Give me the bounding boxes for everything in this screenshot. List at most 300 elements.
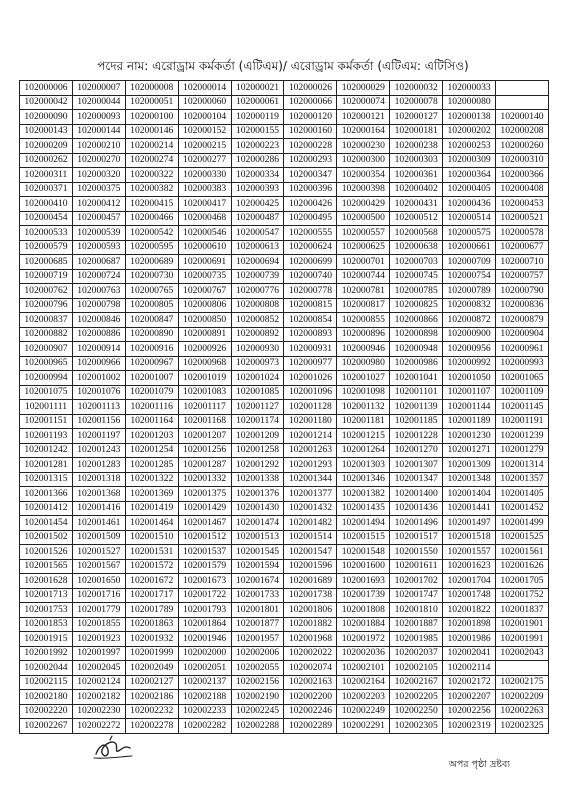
roll-number-cell: 102001565	[20, 559, 73, 574]
roll-number-cell: 102002043	[496, 646, 549, 661]
signature-icon	[90, 732, 136, 764]
roll-number-cell: 102000745	[390, 269, 443, 284]
roll-number-cell: 102000500	[337, 211, 390, 226]
roll-number-cell: 102002207	[443, 690, 496, 705]
roll-number-cell: 102001808	[337, 603, 390, 618]
roll-number-cell: 102002045	[72, 661, 125, 676]
roll-number-cell: 102001887	[390, 617, 443, 632]
roll-number-cell: 102001332	[178, 472, 231, 487]
roll-number-cell: 102001713	[20, 588, 73, 603]
roll-number-cell: 102002291	[337, 719, 390, 734]
roll-number-cell: 102001271	[443, 443, 496, 458]
table-row	[20, 429, 549, 444]
table-row	[20, 472, 549, 487]
roll-number-cell: 102000080	[443, 95, 496, 110]
roll-number-cell: 102000789	[443, 284, 496, 299]
roll-number-cell: 102000006	[20, 81, 73, 96]
roll-number-cell: 102002233	[178, 704, 231, 719]
roll-number-cell: 102000051	[125, 95, 178, 110]
roll-number-cell: 102000209	[20, 139, 73, 154]
roll-number-cell: 102000014	[178, 81, 231, 96]
roll-number-cell: 102001855	[72, 617, 125, 632]
roll-number-cell: 102001509	[72, 530, 125, 545]
roll-number-cell: 102000568	[390, 226, 443, 241]
table-row	[20, 168, 549, 183]
roll-number-cell: 102000104	[178, 110, 231, 125]
roll-number-cell: 102000138	[443, 110, 496, 125]
roll-number-cell: 102001986	[443, 632, 496, 647]
roll-number-cell: 102001502	[20, 530, 73, 545]
table-row	[20, 197, 549, 212]
roll-number-cell: 102001197	[72, 429, 125, 444]
roll-number-cell: 102001287	[178, 458, 231, 473]
table-row	[20, 153, 549, 168]
roll-number-cell: 102000815	[284, 298, 337, 313]
roll-number-cell: 102001263	[284, 443, 337, 458]
roll-number-cell: 102002114	[443, 661, 496, 676]
roll-number-cell: 102002164	[337, 675, 390, 690]
roll-number-cell: 102001254	[125, 443, 178, 458]
roll-number-cell: 102000699	[284, 255, 337, 270]
roll-number-cell: 102000487	[231, 211, 284, 226]
roll-number-cell: 102001168	[178, 414, 231, 429]
roll-number-cell: 102002156	[231, 675, 284, 690]
roll-number-cell: 102000993	[496, 356, 549, 371]
roll-number-cell: 102000262	[20, 153, 73, 168]
roll-number-cell: 102000907	[20, 342, 73, 357]
roll-number-cell: 102002041	[443, 646, 496, 661]
table-row	[20, 139, 549, 154]
roll-number-cell: 102001027	[337, 371, 390, 386]
roll-number-cell: 102001626	[496, 559, 549, 574]
roll-number-cell: 102001705	[496, 574, 549, 589]
roll-number-cell: 102001674	[231, 574, 284, 589]
roll-number-cell: 102002163	[284, 675, 337, 690]
roll-number-cell: 102001242	[20, 443, 73, 458]
roll-number-cell: 102002051	[178, 661, 231, 676]
roll-number-cell: 102000454	[20, 211, 73, 226]
roll-number-cell: 102000994	[20, 371, 73, 386]
roll-number-cell: 102000685	[20, 255, 73, 270]
roll-number-cell: 102000762	[20, 284, 73, 299]
roll-number-cell: 102000425	[231, 197, 284, 212]
roll-number-cell: 102002272	[72, 719, 125, 734]
roll-number-cell: 102000521	[496, 211, 549, 226]
roll-number-cell	[496, 81, 549, 96]
roll-number-cell: 102000931	[284, 342, 337, 357]
roll-number-cell: 102000354	[337, 168, 390, 183]
roll-number-cell: 102001672	[125, 574, 178, 589]
roll-number-cell: 102001567	[72, 559, 125, 574]
roll-number-cell: 102001992	[20, 646, 73, 661]
roll-number-cell: 102001837	[496, 603, 549, 618]
roll-number-cell: 102000785	[390, 284, 443, 299]
roll-number-cell: 102000366	[496, 168, 549, 183]
roll-number-cell: 102000754	[443, 269, 496, 284]
roll-number-cell: 102002250	[390, 704, 443, 719]
roll-number-cell: 102001151	[20, 414, 73, 429]
roll-number-cell: 102002182	[72, 690, 125, 705]
roll-number-cell: 102000930	[231, 342, 284, 357]
table-row	[20, 313, 549, 328]
roll-number-cell: 102001116	[125, 400, 178, 415]
roll-number-cell: 102001537	[178, 545, 231, 560]
table-row	[20, 298, 549, 313]
roll-number-cell: 102001494	[337, 516, 390, 531]
roll-number-cell: 102001596	[284, 559, 337, 574]
table-row	[20, 675, 549, 690]
table-row	[20, 371, 549, 386]
roll-number-cell: 102002249	[337, 704, 390, 719]
roll-number-cell: 102001572	[125, 559, 178, 574]
roll-number-cell: 102001376	[231, 487, 284, 502]
roll-number-cell: 102001733	[231, 588, 284, 603]
roll-number-cell: 102001526	[20, 545, 73, 560]
roll-number-cell: 102000557	[337, 226, 390, 241]
roll-number-cell: 102000143	[20, 124, 73, 139]
roll-number-cell: 102000798	[72, 298, 125, 313]
roll-number-cell: 102000539	[72, 226, 125, 241]
roll-number-cell: 102000709	[443, 255, 496, 270]
roll-number-cell: 102001512	[178, 530, 231, 545]
roll-number-cell: 102000610	[178, 240, 231, 255]
roll-number-cell: 102000846	[72, 313, 125, 328]
roll-number-cell: 102000140	[496, 110, 549, 125]
roll-number-cell: 102000426	[284, 197, 337, 212]
roll-number-cell: 102001810	[390, 603, 443, 618]
roll-number-cell: 102001704	[443, 574, 496, 589]
roll-number-cell: 102002325	[496, 719, 549, 734]
roll-number-cell: 102001863	[125, 617, 178, 632]
roll-number-cell: 102001203	[125, 429, 178, 444]
table-row	[20, 342, 549, 357]
roll-number-cell: 102002278	[125, 719, 178, 734]
roll-number-cell: 102000956	[443, 342, 496, 357]
table-row	[20, 690, 549, 705]
roll-number-cell: 102000208	[496, 124, 549, 139]
roll-number-cell: 102001024	[231, 371, 284, 386]
roll-number-cell: 102000032	[390, 81, 443, 96]
table-row	[20, 182, 549, 197]
roll-number-cell: 102000412	[72, 197, 125, 212]
roll-number-cell: 102000311	[20, 168, 73, 183]
roll-number-cell: 102001185	[390, 414, 443, 429]
roll-number-cell: 102002127	[125, 675, 178, 690]
roll-number-cell: 102000286	[231, 153, 284, 168]
roll-number-cell: 102000026	[284, 81, 337, 96]
roll-number-cell: 102001111	[20, 400, 73, 415]
roll-number-cell: 102000890	[125, 327, 178, 342]
roll-number-cell: 102001547	[284, 545, 337, 560]
roll-number-cell: 102001419	[125, 501, 178, 516]
roll-number-cell: 102000398	[337, 182, 390, 197]
roll-number-cell: 102000546	[178, 226, 231, 241]
roll-number-cell: 102000796	[20, 298, 73, 313]
roll-number-cell: 102000152	[178, 124, 231, 139]
roll-number-cell: 102000765	[125, 284, 178, 299]
roll-number-cell: 102002232	[125, 704, 178, 719]
roll-number-cell: 102000916	[125, 342, 178, 357]
table-row	[20, 588, 549, 603]
roll-number-cell: 102001716	[72, 588, 125, 603]
roll-number-cell: 102000210	[72, 139, 125, 154]
roll-number-cell: 102000436	[443, 197, 496, 212]
roll-number-cell: 102000542	[125, 226, 178, 241]
roll-number-cell: 102000066	[284, 95, 337, 110]
roll-number-cell: 102001193	[20, 429, 73, 444]
table-row	[20, 443, 549, 458]
roll-number-cell: 102002105	[390, 661, 443, 676]
roll-number-cell: 102000260	[496, 139, 549, 154]
roll-number-cell: 102001915	[20, 632, 73, 647]
roll-number-cell: 102001347	[390, 472, 443, 487]
roll-number-cell: 102001076	[72, 385, 125, 400]
roll-number-cell: 102000008	[125, 81, 178, 96]
roll-number-cell: 102000322	[125, 168, 178, 183]
roll-number-cell: 102000730	[125, 269, 178, 284]
table-row	[20, 516, 549, 531]
roll-number-cell: 102001303	[337, 458, 390, 473]
roll-number-cell: 102002137	[178, 675, 231, 690]
roll-number-cell: 102002203	[337, 690, 390, 705]
roll-number-cell: 102001702	[390, 574, 443, 589]
table-row	[20, 603, 549, 618]
roll-number-cell: 102001650	[72, 574, 125, 589]
roll-number-cell: 102001454	[20, 516, 73, 531]
roll-number-cell: 102001514	[284, 530, 337, 545]
roll-number-cell: 102001717	[125, 588, 178, 603]
roll-number-cell: 102000408	[496, 182, 549, 197]
roll-number-cell: 102001429	[178, 501, 231, 516]
roll-number-cell: 102000872	[443, 313, 496, 328]
roll-number-cell: 102001985	[390, 632, 443, 647]
roll-number-cell: 102001209	[231, 429, 284, 444]
roll-number-cell: 102001400	[390, 487, 443, 502]
roll-number-cell: 102000164	[337, 124, 390, 139]
roll-number-cell: 102000892	[231, 327, 284, 342]
roll-number-cell: 102000967	[125, 356, 178, 371]
roll-number-cell: 102000948	[390, 342, 443, 357]
roll-number-cell: 102000146	[125, 124, 178, 139]
roll-number-cell: 102001346	[337, 472, 390, 487]
roll-number-cell: 102000093	[72, 110, 125, 125]
roll-number-cell: 102001579	[178, 559, 231, 574]
table-row	[20, 269, 549, 284]
roll-number-cell: 102001270	[390, 443, 443, 458]
roll-number-cell: 102000274	[125, 153, 178, 168]
roll-number-cell: 102001318	[72, 472, 125, 487]
roll-number-cell: 102000347	[284, 168, 337, 183]
table-row	[20, 458, 549, 473]
roll-number-cell: 102002267	[20, 719, 73, 734]
roll-number-cell: 102001109	[496, 385, 549, 400]
roll-number-cell: 102002305	[390, 719, 443, 734]
roll-number-cell: 102001432	[284, 501, 337, 516]
roll-number-cell: 102001156	[72, 414, 125, 429]
roll-number-cell: 102001315	[20, 472, 73, 487]
roll-number-cell: 102001968	[284, 632, 337, 647]
roll-number-cell: 102002180	[20, 690, 73, 705]
roll-number-cell: 102000495	[284, 211, 337, 226]
roll-number-cell: 102000961	[496, 342, 549, 357]
roll-number-cell: 102001517	[390, 530, 443, 545]
roll-number-cell: 102000547	[231, 226, 284, 241]
roll-number-cell: 102000215	[178, 139, 231, 154]
roll-number-cell: 102001779	[72, 603, 125, 618]
roll-number-cell: 102000330	[178, 168, 231, 183]
roll-number-cell: 102000740	[284, 269, 337, 284]
roll-number-cell: 102000429	[337, 197, 390, 212]
roll-number-cell: 102000361	[390, 168, 443, 183]
roll-number-cell: 102001243	[72, 443, 125, 458]
roll-number-cell: 102001281	[20, 458, 73, 473]
roll-number-cell: 102001041	[390, 371, 443, 386]
roll-number-cell: 102001307	[390, 458, 443, 473]
roll-number-cell: 102001430	[231, 501, 284, 516]
roll-number-cell: 102002256	[443, 704, 496, 719]
roll-number-cell: 102001806	[284, 603, 337, 618]
roll-number-cell: 102002230	[72, 704, 125, 719]
roll-number-cell: 102000701	[337, 255, 390, 270]
roll-number-cell: 102000334	[231, 168, 284, 183]
roll-number-cell: 102001461	[72, 516, 125, 531]
table-row	[20, 530, 549, 545]
roll-number-cell: 102000074	[337, 95, 390, 110]
table-row	[20, 110, 549, 125]
roll-number-cell: 102000253	[443, 139, 496, 154]
roll-number-cell: 102002074	[284, 661, 337, 676]
roll-number-cell: 102000405	[443, 182, 496, 197]
roll-number-cell: 102001972	[337, 632, 390, 647]
roll-number-cell: 102000431	[390, 197, 443, 212]
roll-number-cell: 102001482	[284, 516, 337, 531]
roll-number-cell: 102002220	[20, 704, 73, 719]
roll-number-cell: 102000879	[496, 313, 549, 328]
roll-number-cell: 102001991	[496, 632, 549, 647]
roll-number-cell: 102001997	[72, 646, 125, 661]
table-row	[20, 327, 549, 342]
roll-number-cell: 102001412	[20, 501, 73, 516]
roll-number-cell: 102002200	[284, 690, 337, 705]
roll-number-cell: 102002115	[20, 675, 73, 690]
roll-number-cell: 102001531	[125, 545, 178, 560]
roll-number-cell: 102001164	[125, 414, 178, 429]
roll-number-cell: 102001002	[72, 371, 125, 386]
roll-number-cell: 102001527	[72, 545, 125, 560]
roll-number-cell: 102001738	[284, 588, 337, 603]
roll-number-cell: 102001214	[284, 429, 337, 444]
table-row	[20, 646, 549, 661]
table-row	[20, 240, 549, 255]
roll-number-cell: 102001377	[284, 487, 337, 502]
roll-number-cell: 102000402	[390, 182, 443, 197]
roll-number-table	[19, 80, 549, 734]
roll-number-cell: 102000119	[231, 110, 284, 125]
roll-number-cell: 102000453	[496, 197, 549, 212]
roll-number-cell: 102000310	[496, 153, 549, 168]
roll-number-cell: 102001499	[496, 516, 549, 531]
roll-number-cell: 102001348	[443, 472, 496, 487]
roll-number-cell: 102000832	[443, 298, 496, 313]
roll-number-cell: 102001314	[496, 458, 549, 473]
roll-number-cell: 102001127	[231, 400, 284, 415]
roll-number-cell: 102002245	[231, 704, 284, 719]
table-row	[20, 95, 549, 110]
roll-number-cell: 102001366	[20, 487, 73, 502]
roll-number-cell: 102000836	[496, 298, 549, 313]
roll-number-cell: 102000579	[20, 240, 73, 255]
table-row	[20, 487, 549, 502]
roll-number-cell: 102001550	[390, 545, 443, 560]
roll-number-cell: 102001283	[72, 458, 125, 473]
roll-number-cell: 102000044	[72, 95, 125, 110]
roll-number-cell: 102001368	[72, 487, 125, 502]
roll-number-cell: 102000763	[72, 284, 125, 299]
roll-number-cell: 102002263	[496, 704, 549, 719]
roll-number-cell: 102001882	[284, 617, 337, 632]
table-row	[20, 661, 549, 676]
roll-number-cell: 102001264	[337, 443, 390, 458]
roll-number-cell: 102001898	[443, 617, 496, 632]
roll-number-cell: 102001561	[496, 545, 549, 560]
roll-number-cell: 102001853	[20, 617, 73, 632]
roll-number-cell: 102000021	[231, 81, 284, 96]
roll-number-cell: 102000293	[284, 153, 337, 168]
table-row	[20, 400, 549, 415]
roll-number-cell: 102000383	[178, 182, 231, 197]
roll-number-cell: 102001628	[20, 574, 73, 589]
roll-number-cell: 102001600	[337, 559, 390, 574]
roll-number-cell: 102001065	[496, 371, 549, 386]
roll-number-cell: 102001285	[125, 458, 178, 473]
table-row	[20, 704, 549, 719]
roll-number-cell: 102001515	[337, 530, 390, 545]
roll-number-cell: 102001357	[496, 472, 549, 487]
roll-number-cell: 102000593	[72, 240, 125, 255]
roll-number-cell: 102000300	[337, 153, 390, 168]
roll-number-cell: 102001693	[337, 574, 390, 589]
roll-number-cell: 102001369	[125, 487, 178, 502]
roll-number-cell: 102000007	[72, 81, 125, 96]
roll-number-cell: 102001026	[284, 371, 337, 386]
table-row	[20, 414, 549, 429]
table-row	[20, 719, 549, 734]
roll-number-cell: 102001467	[178, 516, 231, 531]
roll-number-cell: 102000214	[125, 139, 178, 154]
roll-number-cell: 102000808	[231, 298, 284, 313]
roll-number-cell: 102000468	[178, 211, 231, 226]
roll-number-cell: 102000533	[20, 226, 73, 241]
roll-number-cell: 102001946	[178, 632, 231, 647]
roll-number-cell: 102000127	[390, 110, 443, 125]
roll-number-cell: 102001258	[231, 443, 284, 458]
roll-number-cell	[496, 95, 549, 110]
roll-number-cell: 102002175	[496, 675, 549, 690]
roll-number-cell: 102000946	[337, 342, 390, 357]
roll-number-cell: 102000744	[337, 269, 390, 284]
roll-number-cell: 102001416	[72, 501, 125, 516]
roll-number-cell: 102001098	[337, 385, 390, 400]
continued-overleaf-note: অপর পৃষ্ঠা দ্রষ্টব্য	[448, 759, 510, 770]
roll-number-cell: 102001452	[496, 501, 549, 516]
roll-number-cell: 102001019	[178, 371, 231, 386]
roll-number-cell: 102000375	[72, 182, 125, 197]
table-row	[20, 81, 549, 96]
roll-number-cell: 102000710	[496, 255, 549, 270]
roll-number-cell: 102001139	[390, 400, 443, 415]
roll-number-cell: 102001107	[443, 385, 496, 400]
roll-number-cell: 102001189	[443, 414, 496, 429]
